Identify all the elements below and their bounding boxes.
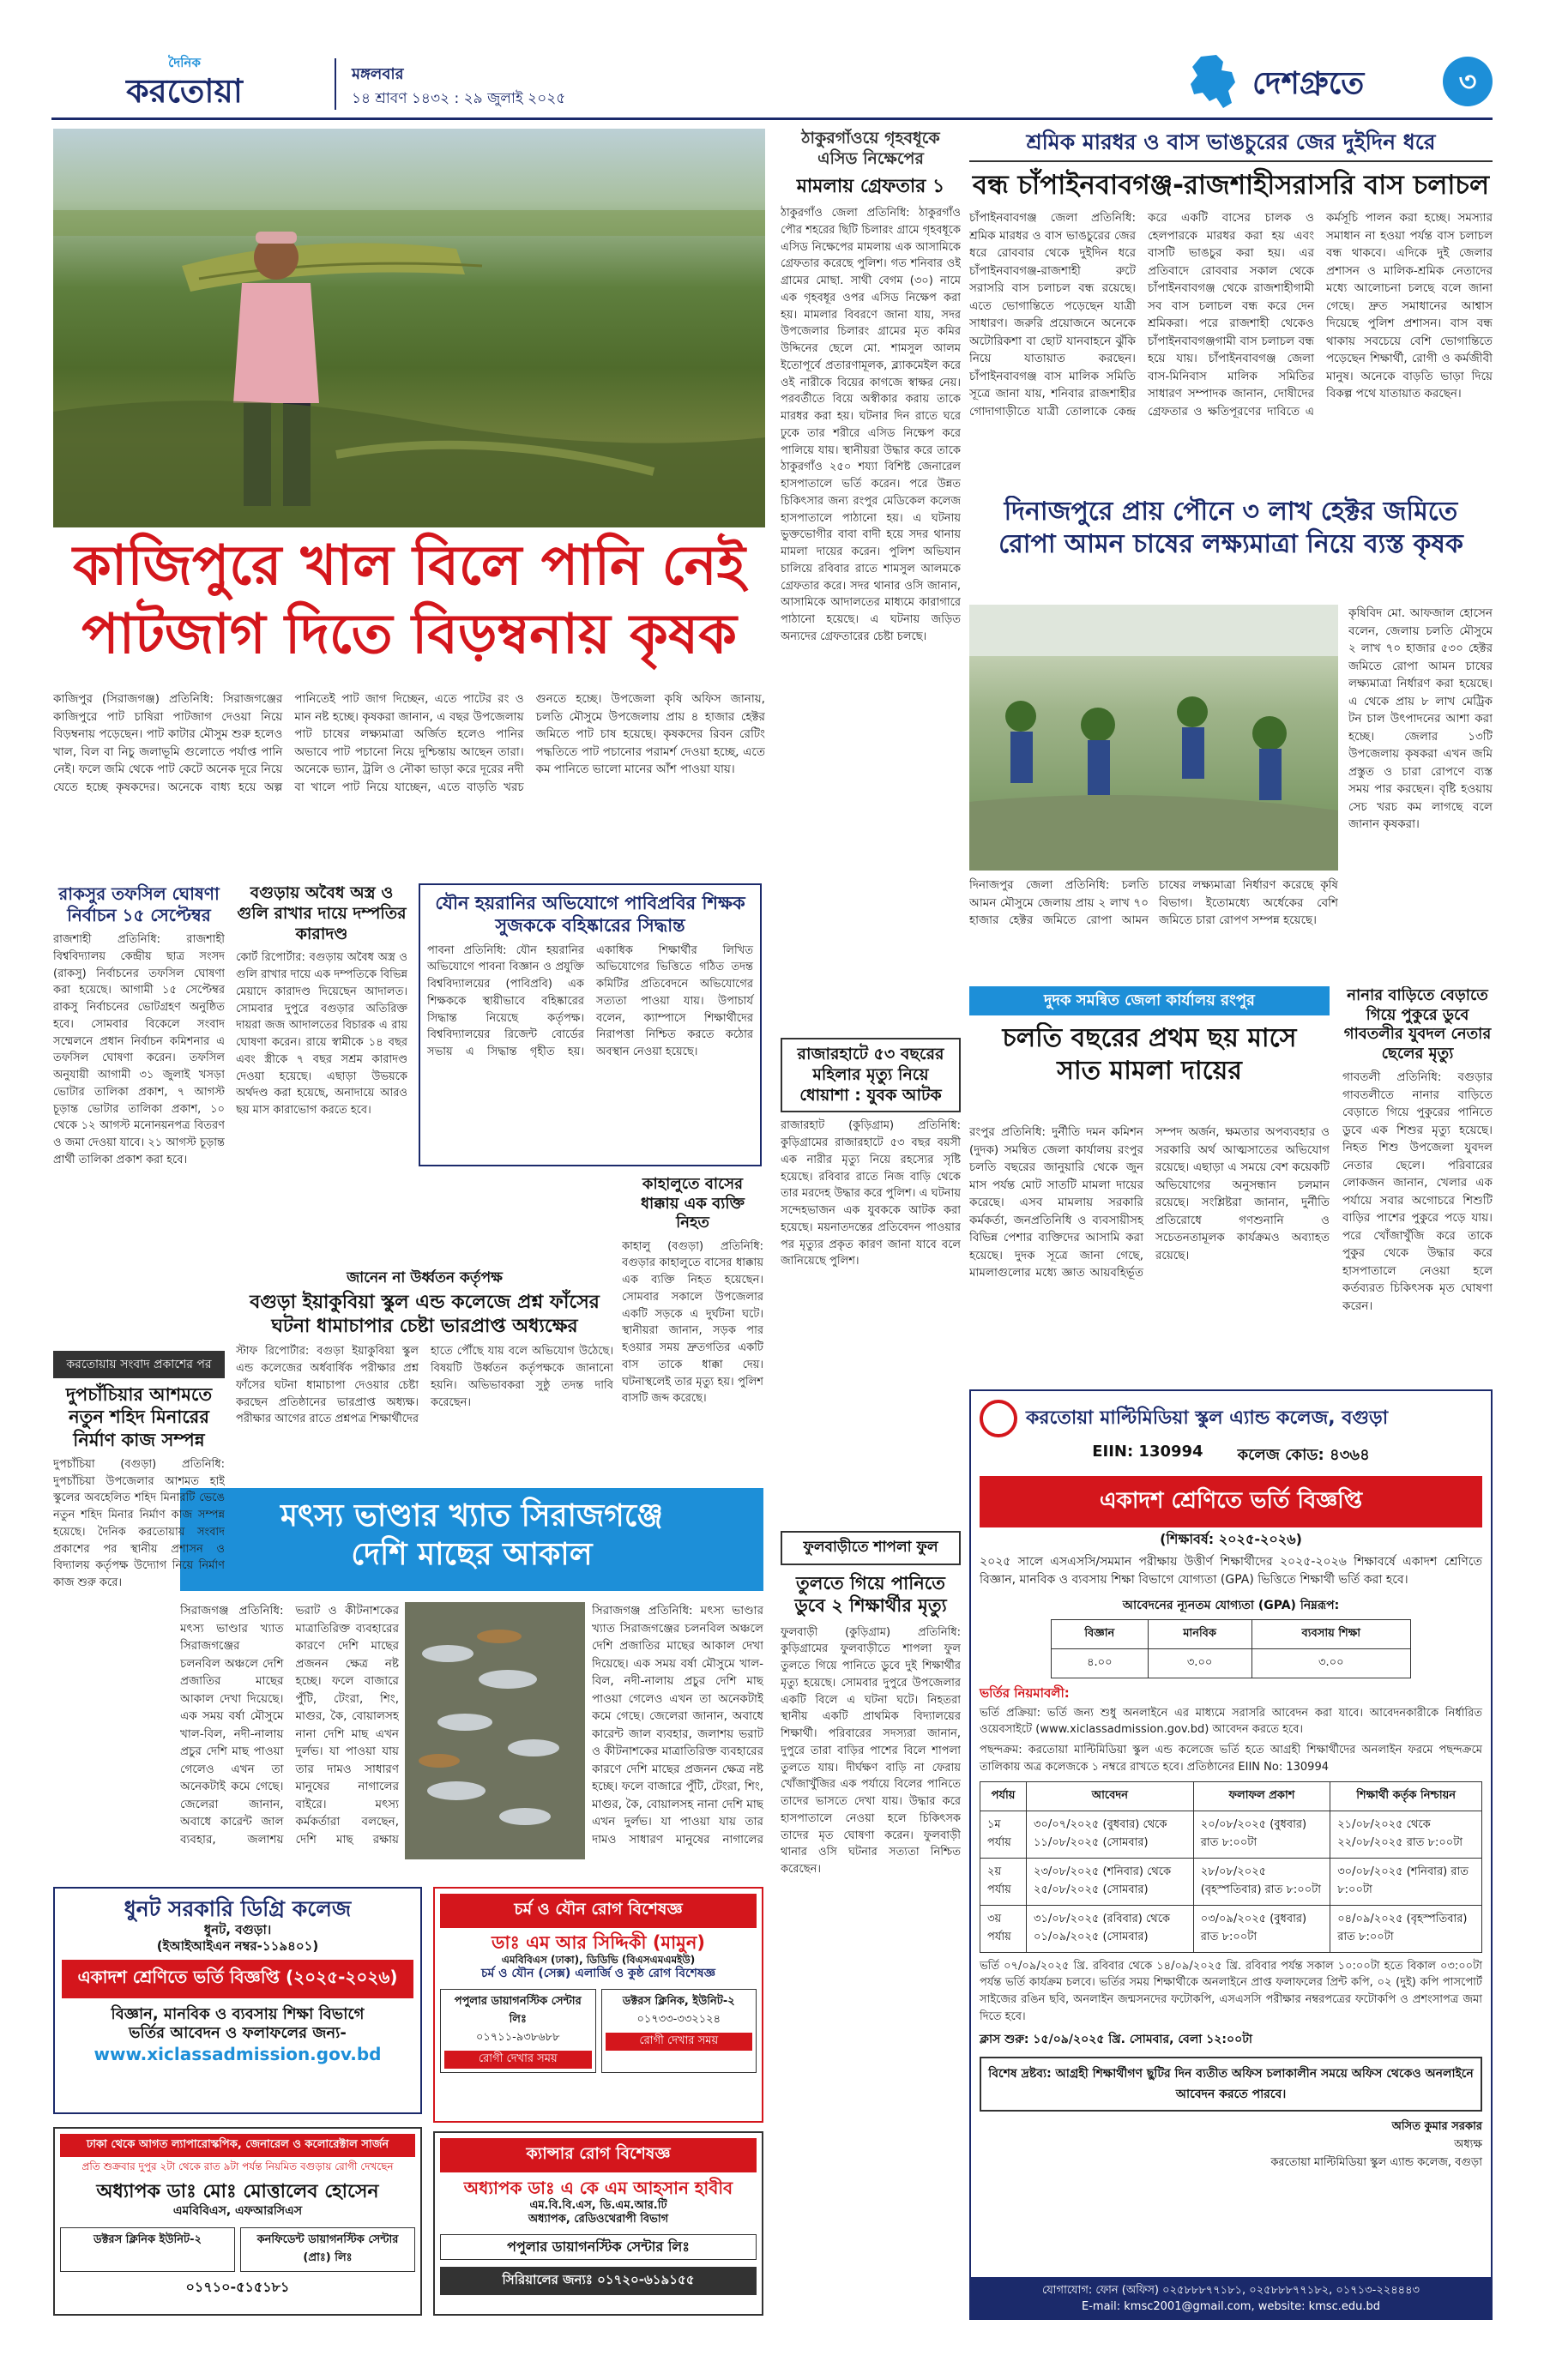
doctor3-chamber: পপুলার ডায়াগনস্টিক সেন্টার লিঃ xyxy=(440,2234,757,2260)
kmsc-schedule-row xyxy=(980,1858,1482,1905)
doctor1-chamber2 xyxy=(601,1989,757,2073)
kmsc-r1c0: ২য় পর্যায় xyxy=(980,1858,1027,1905)
shahid-kicker: করতোয়ায় সংবাদ প্রকাশের পর xyxy=(66,1358,212,1371)
dudok-body: রংপুর প্রতিনিধি: দুর্নীতি দমন কমিশন (দুদক) সমন্বিত জেলা কার্যালয় রংপুর চলতি বছরের জানুয়ারি থেকে জুন মাস পর্যন্ত মোট সাতটি মামলা দায়ের করেছে। এসব মামলায় সরকারি কর্মকর্তা, জনপ্রতিনিধি ও ব্যবসায়ীসহ বিভিন্ন পেশার ব্যক্তিদের আসামি করা হয়েছে। দুদক সূত্রে জানা গেছে, মামলাগুলোর মধ্যে জ্ঞাত আয়বহির্ভূত সম্পদ অর্জন, ক্ষমতার অপব্যবহার ও সরকারি অর্থ আত্মসাতের অভিযোগ রয়েছে। এছাড়া এ সময়ে বেশ কয়েকটি অভিযোগের অনুসন্ধান চলমান রয়েছে। সংশ্লিষ্টরা জানান, দুর্নীতি প্রতিরোধে গণশুনানি ও সচেতনতামূলক কার্যক্রমও অব্যাহত রয়েছে। xyxy=(969,1125,1330,1280)
kmsc-r1c2: ২৮/০৮/২০২৫ (বৃহস্পতিবার) রাত ৮:০০টা xyxy=(1193,1858,1330,1905)
dinajpur-headline-line1: দিনাজপুরে প্রায় পৌনে ৩ লাখ হেক্টর জমিতে xyxy=(1004,497,1458,527)
rakshu-headline: রাকসুর তফসিল ঘোষণা নির্বাচন ১৫ সেপ্টেম্বর xyxy=(58,883,220,925)
kmsc-r2c1: ৩১/০৮/২০২৫ (রবিবার) থেকে ০১/০৯/২০২৫ (সোমবার) xyxy=(1027,1905,1194,1952)
bogura-body: কোর্ট রিপোর্টার: বগুড়ায় অবৈধ অস্ত্র ও গুলি রাখার দায়ে এক দম্পতিকে বিভিন্ন মেয়াদে কারাদণ্ড দিয়েছেন আদালত। সোমবার দুপুরে বগুড়ার অতিরিক্ত দায়রা জজ আদালতের বিচারক এ রায় ঘোষণা করেন। রায়ে স্বামীকে ১৪ বছর এবং স্ত্রীকে ৭ বছর সশ্রম কারাদণ্ড দেওয়া হয়েছে। এছাড়া উভয়কে অর্থদণ্ড করা হয়েছে, অনাদায়ে আরও ছয় মাস কারাভোগ করতে হবে। xyxy=(236,951,407,1117)
doctor2-subline: প্রতি শুক্রবার দুপুর ২টা থেকে রাত ৯টা পর্যন্ত নিয়মিত বগুড়ায় রোগী দেখছেন xyxy=(81,2160,394,2172)
kmsc-r1c3: ৩০/০৮/২০২৫ (শনিবার) রাত ৮:০০টা xyxy=(1330,1858,1482,1905)
nanar-story xyxy=(1342,986,1493,1381)
kahalu-story xyxy=(622,1175,763,1475)
lead-photo xyxy=(53,129,765,527)
dhunat-groups: বিজ্ঞান, মানবিক ও ব্যবসায় শিক্ষা বিভাগে xyxy=(111,2004,365,2023)
acid-story xyxy=(781,129,961,1029)
kmsc-gpa-h0: বিজ্ঞান xyxy=(1052,1619,1149,1648)
farmer-carrying-jute-illustration xyxy=(53,129,765,527)
rajarhat-body: রাজারহাট (কুড়িগ্রাম) প্রতিনিধি: কুড়িগ্রামের রাজারহাটে ৫৩ বছর বয়সী এক নারীর মৃত্যু নিয়ে রহস্যের সৃষ্টি হয়েছে। রবিবার রাতে নিজ বাড়ি থেকে তার মরদেহ উদ্ধার করে পুলিশ। এ ঘটনায় সন্দেহভাজন এক যুবককে আটক করা হয়েছে। ময়নাতদন্তের প্রতিবেদন পাওয়ার পর মৃত্যুর প্রকৃত কারণ জানা যাবে বলে জানিয়েছে পুলিশ। xyxy=(781,1119,961,1268)
doctor1-chamber2-name: ডক্টরস ক্লিনিক, ইউনিট-২ xyxy=(622,1994,735,2008)
section-badge xyxy=(1184,51,1493,111)
kmsc-sch-h2: ফলাফল প্রকাশ xyxy=(1193,1781,1330,1811)
bus-kicker: শ্রমিক মারধর ও বাস ভাঙচুরের জের দুইদিন ধরে xyxy=(969,129,1493,162)
kmsc-sch-h3: শিক্ষার্থী কর্তৃক নিশ্চায়ন xyxy=(1330,1781,1482,1811)
pabipro-headline: যৌন হয়রানির অভিযোগে পাবিপ্রবির শিক্ষক সুজককে বহিষ্কারের সিদ্ধান্ত xyxy=(435,893,745,937)
bus-headline: বন্ধ চাঁপাইনবাবগঞ্জ-রাজশাহীসরাসরি বাস চলাচল xyxy=(972,170,1490,202)
doctor1-chamber1 xyxy=(440,1989,596,2073)
kmsc-schedule-row xyxy=(980,1811,1482,1858)
nanar-body: গাবতলী প্রতিনিধি: বগুড়ার গাবতলীতে নানার বাড়িতে বেড়াতে গিয়ে পুকুরের পানিতে ডুবে এক শিশুর মৃত্যু হয়েছে। নিহত শিশু উপজেলা যুবদল নেতার ছেলে। পরিবারের লোকজন জানান, খেলার এক পর্যায়ে সবার অগোচরে শিশুটি বাড়ির পাশের পুকুরে পড়ে যায়। পরে খোঁজাখুঁজি করে তাকে পুকুর থেকে উদ্ধার করে হাসপাতালে নেওয়া হলে কর্তব্যরত চিকিৎসক মৃত ঘোষণা করেন। xyxy=(1342,1070,1493,1313)
kmsc-ad xyxy=(969,1389,1493,2320)
kmsc-sch-h0: পর্যায় xyxy=(980,1781,1027,1811)
kmsc-gpa-h1: মানবিক xyxy=(1148,1619,1251,1648)
rajarhat-story xyxy=(781,1038,961,1518)
shahid-body: দুপচাঁচিয়া (বগুড়া) প্রতিনিধি: দুপচাঁচিয়া উপজেলার আশমত হাই স্কুলের অবহেলিত শহিদ মিনারটি ভেঙে নতুন শহিদ মিনার নির্মাণ কাজ সম্পন্ন হয়েছে। দৈনিক করতোয়ায় সংবাদ প্রকাশের পর স্থানীয় প্রশাসন ও বিদ্যালয় কর্তৃপক্ষ উদ্যোগ নিয়ে নির্মাণ কাজ শুরু করে। xyxy=(53,1457,225,1589)
kmsc-contact[interactable]: যোগাযোগ: ফোন (অফিস) ০২৫৮৮৮৭৭১৮১, ০২৫৮৮৮৭৭১৮২, ০১৭১৩-২২৪৪৪৩ xyxy=(1042,2284,1420,2297)
kmsc-header xyxy=(980,1400,1482,1437)
dudok-headline xyxy=(969,1022,1330,1117)
kahalu-headline: কাহালুতে বাসের ধাক্কায় এক ব্যক্তি নিহত xyxy=(640,1175,745,1232)
kmsc-rule4: ক্লাস শুরু: ১৫/০৯/২০২৫ খ্রি. সোমবার, বেলা ১২:০০টা xyxy=(980,2032,1252,2046)
lead-headline-line2: পাটজাগ দিতে বিড়ম্বনায় কৃষক xyxy=(81,603,737,666)
doctor3-degree: এম.বি.বি.এস, ডি.এম.আর.টি xyxy=(529,2199,667,2212)
lead-headline-line1: কাজিপুরে খাল বিলে পানি নেই xyxy=(73,534,745,598)
kmsc-rule2: পছন্দক্রম: করতোয়া মাল্টিমিডিয়া স্কুল এন্ড কলেজে ভর্তি হতে আগ্রহী শিক্ষার্থীদের অনলাইন ফরমে পছন্দক্রমে তালিকায় অত্র কলেজকে ১ নম্বরে রাখতে হবে। প্রতিষ্ঠানের EIIN No: 130994 xyxy=(980,1744,1482,1774)
kmsc-sch-h1: আবেদন xyxy=(1027,1781,1194,1811)
rajarhat-headline: রাজারহাটে ৫৩ বছরের মহিলার মৃত্যু নিয়ে ধোয়াশা : যুবক আটক xyxy=(797,1045,944,1105)
islamia-body: স্টাফ রিপোর্টার: বগুড়া ইয়াকুবিয়া স্কুল এন্ড কলেজের অর্ধবার্ষিক পরীক্ষার প্রশ্ন ফাঁসের ঘটনা ধামাচাপা দেওয়ার চেষ্টা করছেন প্রতিষ্ঠানের ভারপ্রাপ্ত অধ্যক্ষ। পরীক্ষার আগের রাতে প্রশ্নপত্র শিক্ষার্থীদের হাতে পৌঁছে যায় বলে অভিযোগ উঠেছে। বিষয়টি উর্ধ্বতন কর্তৃপক্ষকে জানানো হয়নি। অভিভাবকরা সুষ্ঠু তদন্ত দাবি করেছেন। xyxy=(236,1345,613,1426)
kmsc-schedule-table xyxy=(980,1781,1482,1953)
doctor1-time-label1: রোগী দেখার সময় xyxy=(444,2051,592,2069)
doctor3-name: অধ্যাপক ডাঃ এ কে এম আহসান হাবীব xyxy=(463,2178,733,2198)
doctor1-degree: এমবিবিএস (ঢাকা), ডিডিভি (বিএসএমএমইউ) xyxy=(501,1954,696,1967)
kahalu-body: কাহালু (বগুড়া) প্রতিনিধি: বগুড়ার কাহালুতে বাসের ধাক্কায় এক ব্যক্তি নিহত হয়েছেন। সোমবার সকালে উপজেলার একটি সড়কে এ দুর্ঘটনা ঘটে। স্থানীয়রা জানান, সড়ক পার হওয়ার সময় দ্রুতগতির একটি বাস তাকে ধাক্কা দেয়। ঘটনাস্থলেই তার মৃত্যু হয়। পুলিশ বাসটি জব্দ করেছে। xyxy=(622,1239,763,1406)
kmsc-gpa-v2: ৩.০০ xyxy=(1251,1648,1410,1678)
kmsc-notice: একাদশ শ্রেণিতে ভর্তি বিজ্ঞপ্তি xyxy=(980,1476,1482,1527)
doctor3-title: ক্যান্সার রোগ বিশেষজ্ঞ xyxy=(440,2138,757,2172)
islamia-story xyxy=(236,1269,613,1475)
kmsc-gpa-v1: ৩.০০ xyxy=(1148,1648,1251,1678)
page-number xyxy=(1443,57,1493,106)
kmsc-gpa-value-row xyxy=(1052,1648,1411,1678)
kmsc-special: বিশেষ দ্রষ্টব্য: আগ্রহী শিক্ষার্থীগণ ছুটির দিন ব্যতীত অফিস চলাকালীন সময়ে অফিস থেকেও অনলাইনে আবেদন করতে পারবে। xyxy=(980,2057,1482,2112)
kmsc-schedule-row xyxy=(980,1905,1482,1952)
kmsc-codes xyxy=(980,1443,1482,1469)
dudok-strip xyxy=(969,986,1330,1015)
acid-kicker: ঠাকুরগাঁওয়ে গৃহবধূকে এসিড নিক্ষেপের xyxy=(801,129,940,168)
kmsc-r1c1: ২৩/০৮/২০২৫ (শনিবার) থেকে ২৫/০৮/২০২৫ (সোমবার) xyxy=(1027,1858,1194,1905)
pabipro-body: পাবনা প্রতিনিধি: যৌন হয়রানির অভিযোগে পাবনা বিজ্ঞান ও প্রযুক্তি বিশ্ববিদ্যালয়ের (পাবিপ্রবি) এক শিক্ষককে স্থায়ীভাবে বহিষ্কারের সিদ্ধান্ত নিয়েছে কর্তৃপক্ষ। বিশ্ববিদ্যালয়ের রিজেন্ট বোর্ডের সভায় এ সিদ্ধান্ত গৃহীত হয়। একাধিক শিক্ষার্থীর লিখিত অভিযোগের ভিত্তিতে গঠিত তদন্ত কমিটির প্রতিবেদনে অভিযোগের সত্যতা পাওয়া যায়। উপাচার্য বলেন, ক্যাম্পাসে শিক্ষার্থীদের নিরাপত্তা নিশ্চিত করতে কঠোর অবস্থান নেওয়া হয়েছে। xyxy=(427,943,753,1058)
masthead-divider xyxy=(335,58,336,110)
doctor1-name: ডাঃ এম আর সিদ্দিকী (মামুন) xyxy=(492,1932,705,1953)
kmsc-r0c1: ৩০/০৭/২০২৫ (বুধবার) থেকে ১১/০৮/২০২৫ (সোমবার) xyxy=(1027,1811,1194,1858)
shapla-kicker: ফুলবাড়ীতে শাপলা ফুল xyxy=(803,1539,938,1556)
logo xyxy=(51,53,317,113)
dinajpur-headline xyxy=(969,496,1493,599)
kmsc-r0c2: ২০/০৮/২০২৫ (বুধবার) রাত ৮:০০টা xyxy=(1193,1811,1330,1858)
doctor2-phone[interactable]: ০১৭১০-৫১৫১৮১ xyxy=(185,2279,290,2295)
kmsc-code: কলেজ কোড: ৪৩৬৪ xyxy=(1237,1446,1370,1464)
kmsc-r2c0: ৩য় পর্যায় xyxy=(980,1905,1027,1952)
kmsc-name: করতোয়া মাল্টিমিডিয়া স্কুল এ্যান্ড কলেজ, বগুড়া xyxy=(1026,1407,1389,1429)
doctor1-title: চর্ম ও যৌন রোগ বিশেষজ্ঞ xyxy=(440,1894,757,1928)
logo-small: দৈনিক xyxy=(168,55,201,70)
dudok-headline-line2: সাত মামলা দায়ের xyxy=(1057,1055,1242,1086)
kmsc-r0c0: ১ম পর্যায় xyxy=(980,1811,1027,1858)
doctor1-time-label2: রোগী দেখার সময় xyxy=(606,2033,753,2051)
doctor3-post: অধ্যাপক, রেডিওথেরাপী বিভাগ xyxy=(528,2213,669,2226)
fish-basket-illustration xyxy=(405,1602,585,1859)
doctor1-chamber1-name: পপুলার ডায়াগনস্টিক সেন্টার লিঃ xyxy=(454,1994,582,2026)
kmsc-logo-icon xyxy=(980,1400,1017,1437)
doctor2-chamber1: ডক্টরস ক্লিনিক ইউনিট-২ xyxy=(60,2227,235,2272)
fish-body-left: সিরাজগঞ্জ প্রতিনিধি: মৎস্য ভাণ্ডার খ্যাত সিরাজগঞ্জের চলনবিল অঞ্চলে দেশি প্রজাতির মাছের আকাল দেখা দিয়েছে। এক সময় বর্ষা মৌসুমে খাল-বিল, নদী-নালায় প্রচুর দেশি মাছ পাওয়া গেলেও এখন তা অনেকটাই কমে গেছে। জেলেরা জানান, অবাধে কারেন্ট জাল ব্যবহার, জলাশয় ভরাট ও কীটনাশকের মাত্রাতিরিক্ত ব্যবহারের কারণে দেশি মাছের প্রজনন ক্ষেত্র নষ্ট হচ্ছে। ফলে বাজারে পুঁটি, টেংরা, শিং, মাগুর, কৈ, বোয়ালসহ নানা দেশি মাছ এখন দুর্লভ। যা পাওয়া যায় তার দামও সাধারণ মানুষের নাগালের বাইরে। মৎস্য কর্মকর্তারা বলছেন, দেশি মাছ রক্ষায় xyxy=(180,1604,399,1847)
bogura-story xyxy=(236,883,407,1261)
dinajpur-body: কৃষিবিদ মো. আফজাল হোসেন বলেন, জেলায় চলতি মৌসুমে ২ লাখ ৭০ হাজার ৫৩০ হেক্টর জমিতে রোপা আমন চাষের লক্ষ্যমাত্রা নির্ধারণ করা হয়েছে। এ থেকে প্রায় ৮ লাখ মেট্রিক টন চাল উৎপাদনের আশা করা হচ্ছে। জেলার ১৩টি উপজেলায় কৃষকরা এখন জমি প্রস্তুত ও চারা রোপণে ব্যস্ত সময় পার করছেন। বৃষ্টি হওয়ায় সেচ খরচ কম লাগছে বলে জানান কৃষকরা। xyxy=(1348,606,1493,832)
logo-big: করতোয়া xyxy=(126,72,243,110)
fish-headline-line2: দেশি মাছের আকাল xyxy=(351,1537,593,1572)
kmsc-eiin: EIIN: 130994 xyxy=(1092,1443,1203,1461)
dhunat-ad xyxy=(53,1887,422,2114)
kmsc-gpa-h2: ব্যবসায় শিক্ষা xyxy=(1251,1619,1410,1648)
shahid-headline: দুপচাঁচিয়ার আশমতে নতুন শহিদ মিনারের নির্মাণ কাজ সম্পন্ন xyxy=(65,1384,213,1450)
doctor1-ad xyxy=(433,1887,763,2123)
doctor2-name: অধ্যাপক ডাঃ মোঃ মোত্তালেব হোসেন xyxy=(96,2181,379,2202)
kmsc-rule1: ভর্তি প্রক্রিয়া: ভর্তি জন্য শুধু অনলাইনে এর মাধ্যমে সরাসরি আবেদন করা যাবে। আবেদনকারীকে নির্ধারিত ওয়েবসাইটে (www.xiclassadmission.gov.bd) আবেদন করতে হবে। xyxy=(980,1706,1482,1737)
shapla-story xyxy=(781,1531,961,2380)
kmsc-signature xyxy=(980,2118,1482,2172)
dhunat-notice: একাদশ শ্রেণিতে ভর্তি বিজ্ঞপ্তি (২০২৫-২০২৬) xyxy=(62,1960,413,1998)
doctor1-phone1[interactable]: ০১৭১১-৯৩৮৬৮৮ xyxy=(475,2030,560,2044)
doctor2-chamber2: কনফিডেন্ট ডায়াগনস্টিক সেন্টার (প্রাঃ) লিঃ xyxy=(240,2227,415,2272)
acid-headline: মামলায় গ্রেফতার ১ xyxy=(796,175,945,197)
dudok-headline-line1: চলতি বছরের প্রথম ছয় মাসে xyxy=(1002,1023,1297,1053)
dhunat-url[interactable]: www.xiclassadmission.gov.bd xyxy=(93,2043,382,2064)
kmsc-r2c2: ০৩/০৯/২০২৫ (বুধবার) রাত ৮:০০টা xyxy=(1193,1905,1330,1952)
lead-body: কাজিপুর (সিরাজগঞ্জ) প্রতিনিধি: সিরাজগঞ্জের কাজিপুরে পাট চাষিরা পাটজাগ দেওয়া নিয়ে বিড়ম্বনায় পড়েছেন। পাট কাটার মৌসুম শুরু হলেও খাল, বিল বা নিচু জলাভূমি গুলোতে পর্যাপ্ত পানি নেই। ফলে জমি থেকে পাট কেটে অনেক দূরে নিয়ে যেতে হচ্ছে কৃষকদের। অনেকে বাধ্য হয়ে অল্প পানিতেই পাট জাগ দিচ্ছেন, এতে পাটের রং ও মান নষ্ট হচ্ছে। কৃষকরা জানান, এ বছর উপজেলায় পাট চাষের লক্ষ্যমাত্রা অর্জিত হলেও পানির অভাবে পাট পচানো নিয়ে দুশ্চিন্তায় আছেন তারা। অনেকে ভ্যান, ট্রলি ও নৌকা ভাড়া করে দূরের নদী বা খালে পাট নিয়ে যাচ্ছেন, এতে বাড়তি খরচ গুনতে হচ্ছে। উপজেলা কৃষি অফিস জানায়, চলতি মৌসুমে উপজেলায় প্রায় ৪ হাজার হেক্টর জমিতে পাট চাষ হয়েছে। কৃষকদের রিবন রেটিং পদ্ধতিতে পাট পচানোর পরামর্শ দেওয়া হচ্ছে, এতে কম পানিতে ভালো মানের আঁশ পাওয়া যায়। xyxy=(53,692,765,794)
doctor1-phone2[interactable]: ০১৭৩৩-৩৩২১২৪ xyxy=(636,2012,721,2026)
rakshu-body: রাজশাহী প্রতিনিধি: রাজশাহী বিশ্ববিদ্যালয় কেন্দ্রীয় ছাত্র সংসদ (রাকসু) নির্বাচনের তফসিল ঘোষণা করা হয়েছে। আগামী ১৫ সেপ্টেম্বর রাকসু নির্বাচনের ভোটগ্রহণ অনুষ্ঠিত হবে। সোমবার বিকেলে সংবাদ সম্মেলনে প্রধান নির্বাচন কমিশনার এ তফসিল ঘোষণা করেন। তফসিল অনুযায়ী আগামী ৩১ জুলাই খসড়া ভোটার তালিকা প্রকাশ, ৭ আগস্ট চূড়ান্ত ভোটার তালিকা প্রকাশ, ১০ থেকে ১২ আগস্ট মনোনয়নপত্র বিতরণ ও জমা দেওয়া যাবে। ২১ আগস্ট চূড়ান্ত প্রার্থী তালিকা প্রকাশ করা হবে। xyxy=(53,933,225,1166)
kmsc-gpa-header-row xyxy=(1052,1619,1411,1648)
bus-body: চাঁপাইনবাবগঞ্জ জেলা প্রতিনিধি: শ্রমিক মারধর ও বাস ভাঙচুরের জের ধরে রোববার থেকে দুইদিন ধরে চাঁপাইনবাবগঞ্জ-রাজশাহী রুটে সরাসরি বাস চলাচল বন্ধ রয়েছে। এতে ভোগান্তিতে পড়েছেন যাত্রী সাধারণ। জরুরি প্রয়োজনে অনেকে অটোরিকশা বা ছোট যানবাহনে ঝুঁকি নিয়ে যাতায়াত করছেন। চাঁপাইনবাবগঞ্জ বাস মালিক সমিতি সূত্রে জানা যায়, শনিবার রাজশাহীর গোদাগাড়ীতে যাত্রী তোলাকে কেন্দ্র করে একটি বাসের চালক ও হেলপারকে মারধর করা হয় এবং বাসটি ভাঙচুর করা হয়। এর প্রতিবাদে রোববার সকাল থেকে চাঁপাইনবাবগঞ্জ থেকে রাজশাহীগামী সব বাস চলাচল বন্ধ করে দেন শ্রমিকরা। পরে রাজশাহী থেকেও চাঁপাইনবাবগঞ্জগামী বাস চলাচল বন্ধ হয়ে যায়। চাঁপাইনবাবগঞ্জ জেলা বাস-মিনিবাস মালিক সমিতির সাধারণ সম্পাদক জানান, দোষীদের গ্রেফতার ও ক্ষতিপূরণের দাবিতে এ কর্মসূচি পালন করা হচ্ছে। সমস্যার সমাধান না হওয়া পর্যন্ত বাস চলাচল বন্ধ থাকবে। এদিকে দুই জেলার প্রশাসন ও মালিক-শ্রমিক নেতাদের মধ্যে আলোচনা চলছে বলে জানা গেছে। দ্রুত সমাধানের আশ্বাস দিয়েছে পুলিশ প্রশাসন। বাস বন্ধ থাকায় সবচেয়ে বেশি ভোগান্তিতে পড়েছেন শিক্ষার্থী, রোগী ও কর্মজীবী মানুষ। অনেকে বাড়তি ভাড়া দিয়ে বিকল্প পথে যাতায়াত করছেন। xyxy=(969,211,1493,419)
shahid-kicker-strip xyxy=(53,1351,225,1378)
dhunat-sub: ধুনট, বগুড়া। xyxy=(203,1922,272,1938)
acid-body: ঠাকুরগাঁও জেলা প্রতিনিধি: ঠাকুরগাঁও পৌর শহরের ছিটি চিলারং গ্রামে গৃহবধূকে এসিড নিক্ষেপের মামলায় এক আসামিকে গ্রেফতার করেছে পুলিশ। গত শনিবার ওই গ্রামের মোছা. সাথী বেগম (৩০) নামে এক গৃহবধূর ওপর এসিড নিক্ষেপ করা হয়। মামলার বিবরণে জানা যায়, সদর উপজেলার চিলারং গ্রামের মৃত কমির উদ্দিনের ছেলে মো. শামসুল আলম ইতোপূর্বে প্রতারণামূলক, ব্ল্যাকমেইল করে ওই নারীকে বিয়ের কাগজে স্বাক্ষর নেয়। পরবর্তীতে বিয়ে অস্বীকার করায় তাকে মারধর করা হয়। ঘটনার দিন রাতে ঘরে ঢুকে তার শরীরে এসিড নিক্ষেপ করে পালিয়ে যায়। স্থানীয়রা উদ্ধার করে তাকে ঠাকুরগাঁও ২৫০ শয্যা বিশিষ্ট জেনারেল হাসপাতালে ভর্তি করেন। পরে উন্নত চিকিৎসার জন্য রংপুর মেডিকেল কলেজ হাসপাতালে পাঠানো হয়। এ ঘটনায় ভুক্তভোগীর বাবা বাদী হয়ে সদর থানায় মামলা দায়ের করেন। পুলিশ অভিযান চালিয়ে রবিবার রাতে শামসুল আলমকে গ্রেফতার করে। সদর থানার ওসি জানান, আসামিকে আদালতের মাধ্যমে কারাগারে পাঠানো হয়েছে। এ ঘটনায় জড়িত অন্যদের গ্রেফতারের চেষ্টা চলছে। xyxy=(781,207,961,643)
doctor1-chambers xyxy=(440,1989,757,2073)
shapla-body: ফুলবাড়ী (কুড়িগ্রাম) প্রতিনিধি: কুড়িগ্রামের ফুলবাড়ীতে শাপলা ফুল তুলতে গিয়ে পানিতে ডুবে দুই শিক্ষার্থীর মৃত্যু হয়েছে। সোমবার দুপুরে উপজেলার একটি বিলে এ ঘটনা ঘটে। নিহতরা স্থানীয় একটি প্রাথমিক বিদ্যালয়ের শিক্ষার্থী। পরিবারের সদস্যরা জানান, দুপুরে তারা বাড়ির পাশের বিলে শাপলা তুলতে যায়। দীর্ঘক্ষণ বাড়ি না ফেরায় খোঁজাখুঁজির এক পর্যায়ে বিলের পানিতে তাদের ভাসতে দেখা যায়। উদ্ধার করে হাসপাতালে নেওয়া হলে চিকিৎসক তাদের মৃত ঘোষণা করেন। ফুলবাড়ী থানার ওসি ঘটনার সত্যতা নিশ্চিত করেছেন। xyxy=(781,1625,961,1876)
fish-headline-line1: মৎস্য ভাণ্ডার খ্যাত সিরাজগঞ্জে xyxy=(280,1498,663,1533)
kmsc-email[interactable]: E-mail: kmsc2001@gmail.com, website: kmsc.edu.bd xyxy=(1082,2300,1380,2313)
kmsc-r0c3: ২১/০৮/২০২৫ থেকে ২২/০৮/২০২৫ রাত ৮:০০টা xyxy=(1330,1811,1482,1858)
fish-headline-banner xyxy=(180,1488,763,1591)
doctor3-serial[interactable]: সিরিয়ালের জন্যঃ ০১৭২০-৬১৯১৫৫ xyxy=(440,2267,757,2295)
fish-body-right: সিরাজগঞ্জ প্রতিনিধি: মৎস্য ভাণ্ডার খ্যাত সিরাজগঞ্জের চলনবিল অঞ্চলে দেশি প্রজাতির মাছের আকাল দেখা দিয়েছে। এক সময় বর্ষা মৌসুমে খাল-বিল, নদী-নালায় প্রচুর দেশি মাছ পাওয়া গেলেও এখন তা অনেকটাই কমে গেছে। জেলেরা জানান, অবাধে কারেন্ট জাল ব্যবহার, জলাশয় ভরাট ও কীটনাশকের মাত্রাতিরিক্ত ব্যবহারের কারণে দেশি মাছের প্রজনন ক্ষেত্র নষ্ট হচ্ছে। ফলে বাজারে পুঁটি, টেংরা, শিং, মাগুর, কৈ, বোয়ালসহ নানা দেশি মাছ এখন দুর্লভ। যা পাওয়া যায় তার দামও সাধারণ মানুষের নাগালের xyxy=(592,1604,763,1847)
bogura-headline: বগুড়ায় অবৈধ অস্ত্র ও গুলি রাখার দায়ে দম্পতির কারাদণ্ড xyxy=(237,883,407,943)
islamia-kicker: জানেন না উর্ধ্বতন কর্তৃপক্ষ xyxy=(347,1269,503,1286)
masthead-day: মঙ্গলবার xyxy=(352,65,404,83)
shahid-story xyxy=(53,1351,225,1878)
rajarhat-headline-box xyxy=(781,1038,961,1112)
dinajpur-photo xyxy=(969,605,1338,871)
doctor2-topline: ঢাকা থেকে আগত ল্যাপারোস্কপিক, জেনারেল ও কলোরেক্টাল সার্জন xyxy=(60,2134,415,2157)
kmsc-session: (শিক্ষাবর্ষ: ২০২৫-২০২৬) xyxy=(1160,1531,1302,1547)
doctor3-ad xyxy=(433,2131,763,2316)
kmsc-schedule-header-row xyxy=(980,1781,1482,1811)
doctor2-chambers xyxy=(60,2227,415,2272)
masthead-date: ১৪ শ্রাবণ ১৪৩২ : ২৯ জুলাই ২০২৫ xyxy=(352,90,566,107)
kmsc-r2c3: ০৪/০৯/২০২৫ (বৃহস্পতিবার) রাত ৮:০০টা xyxy=(1330,1905,1482,1952)
rice-planting-illustration xyxy=(969,605,1338,871)
dinajpur-caption: দিনাজপুর জেলা প্রতিনিধি: চলতি আমন মৌসুমে জেলায় প্রায় ২ লাখ ৭০ হাজার হেক্টর জমিতে রোপা আমন চাষের লক্ষ্যমাত্রা নির্ধারণ করেছে কৃষি বিভাগ। ইতোমধ্যে অর্ধেকের বেশি জমিতে চারা রোপণ সম্পন্ন হয়েছে। xyxy=(969,878,1338,928)
doctor1-spec: চর্ম ও যৌন (সেক্স) এলার্জি ও কুষ্ঠ রোগ বিশেষজ্ঞ xyxy=(480,1967,716,1981)
bangladesh-map-icon xyxy=(1184,53,1244,110)
bus-story xyxy=(969,129,1493,489)
page-number-text: ৩ xyxy=(1458,65,1477,98)
kmsc-rules-title: ভর্তির নিয়মাবলী: xyxy=(980,1684,1070,1701)
kmsc-signer-org: করতোয়া মাল্টিমিডিয়া স্কুল এ্যান্ড কলেজ, বগুড়া xyxy=(1270,2155,1482,2169)
kmsc-rule3: ভর্তি ০৭/০৯/২০২৫ খ্রি. রবিবার থেকে ১৪/০৯/২০২৫ খ্রি. রবিবার পর্যন্ত সকাল ১০:০০টা হতে বিকাল ০৩:০০টা পর্যন্ত ভর্তি কার্যক্রম চলবে। ভর্তির সময় শিক্ষার্থীকে অনলাইনে প্রাপ্ত ফলাফলের প্রিন্ট কপি, ০২ (দুই) কপি পাসপোর্ট সাইজের রঙিন ছবি, অনলাইন জন্মসনদের ফটোকপি, এসএসসি পরীক্ষার নম্বরপত্রের ফটোকপি ও প্রশংসাপত্র জমা দিতে হবে। xyxy=(980,1959,1482,2023)
kmsc-gpa-table xyxy=(1051,1619,1411,1678)
nanar-headline: নানার বাড়িতে বেড়াতে গিয়ে পুকুরে ডুবে গাবতলীর যুবদল নেতার ছেলের মৃত্যু xyxy=(1343,986,1492,1063)
kmsc-footer xyxy=(971,2277,1491,2318)
lead-headline xyxy=(53,532,765,686)
kmsc-intro: ২০২৫ সালে এসএসসি/সমমান পরীক্ষায় উত্তীর্ণ শিক্ষার্থীদের ২০২৫-২০২৬ শিক্ষাবর্ষে একাদশ শ্রেণিতে বিজ্ঞান, মানবিক ও ব্যবসায় শিক্ষা বিভাগে যোগ্যতা (GPA) ভিত্তিতে শিক্ষার্থী ভর্তি করা হবে। xyxy=(980,1555,1482,1588)
doctor2-ad xyxy=(53,2127,422,2316)
shapla-kicker-box xyxy=(781,1531,961,1565)
section-title: দেশগ্রুতে xyxy=(1252,66,1365,101)
fish-photo xyxy=(405,1602,585,1859)
rakshu-story xyxy=(53,883,225,1338)
kmsc-signer: অসিত কুমার সরকার xyxy=(1391,2119,1482,2133)
kmsc-gpa-v0: ৪.০০ xyxy=(1052,1648,1149,1678)
pabipro-story xyxy=(419,883,762,1166)
doctor2-degree: এমবিবিএস, এফআরসিএস xyxy=(172,2203,303,2218)
dhunat-apply: ভর্তির আবেদন ও ফলাফলের জন্য- xyxy=(129,2024,347,2043)
dudok-strip-text: দুদক সমন্বিত জেলা কার্যালয় রংপুর xyxy=(1044,991,1255,1009)
kmsc-signer-title: অধ্যক্ষ xyxy=(1454,2137,1482,2151)
dhunat-eiin: (ইআইআইএন নম্বর-১১৯৪০১) xyxy=(156,1938,319,1954)
kmsc-gpa-caption: আবেদনের ন্যূনতম যোগ্যতা (GPA) নিম্নরূপ: xyxy=(1122,1598,1340,1612)
dhunat-title: ধুনট সরকারি ডিগ্রি কলেজ xyxy=(124,1896,352,1921)
islamia-headline: বগুড়া ইয়াকুবিয়া স্কুল এন্ড কলেজে প্রশ্ন ফাঁসের ঘটনা ধামাচাপার চেষ্টা ভারপ্রাপ্ত অধ্যক্ষের xyxy=(250,1292,600,1337)
shapla-headline: তুলতে গিয়ে পানিতে ডুবে ২ শিক্ষার্থীর মৃত্যু xyxy=(794,1573,947,1617)
dinajpur-headline-line2: রোপা আমন চাষের লক্ষ্যমাত্রা নিয়ে ব্যস্ত কৃষক xyxy=(998,528,1463,559)
masthead xyxy=(51,51,1493,120)
